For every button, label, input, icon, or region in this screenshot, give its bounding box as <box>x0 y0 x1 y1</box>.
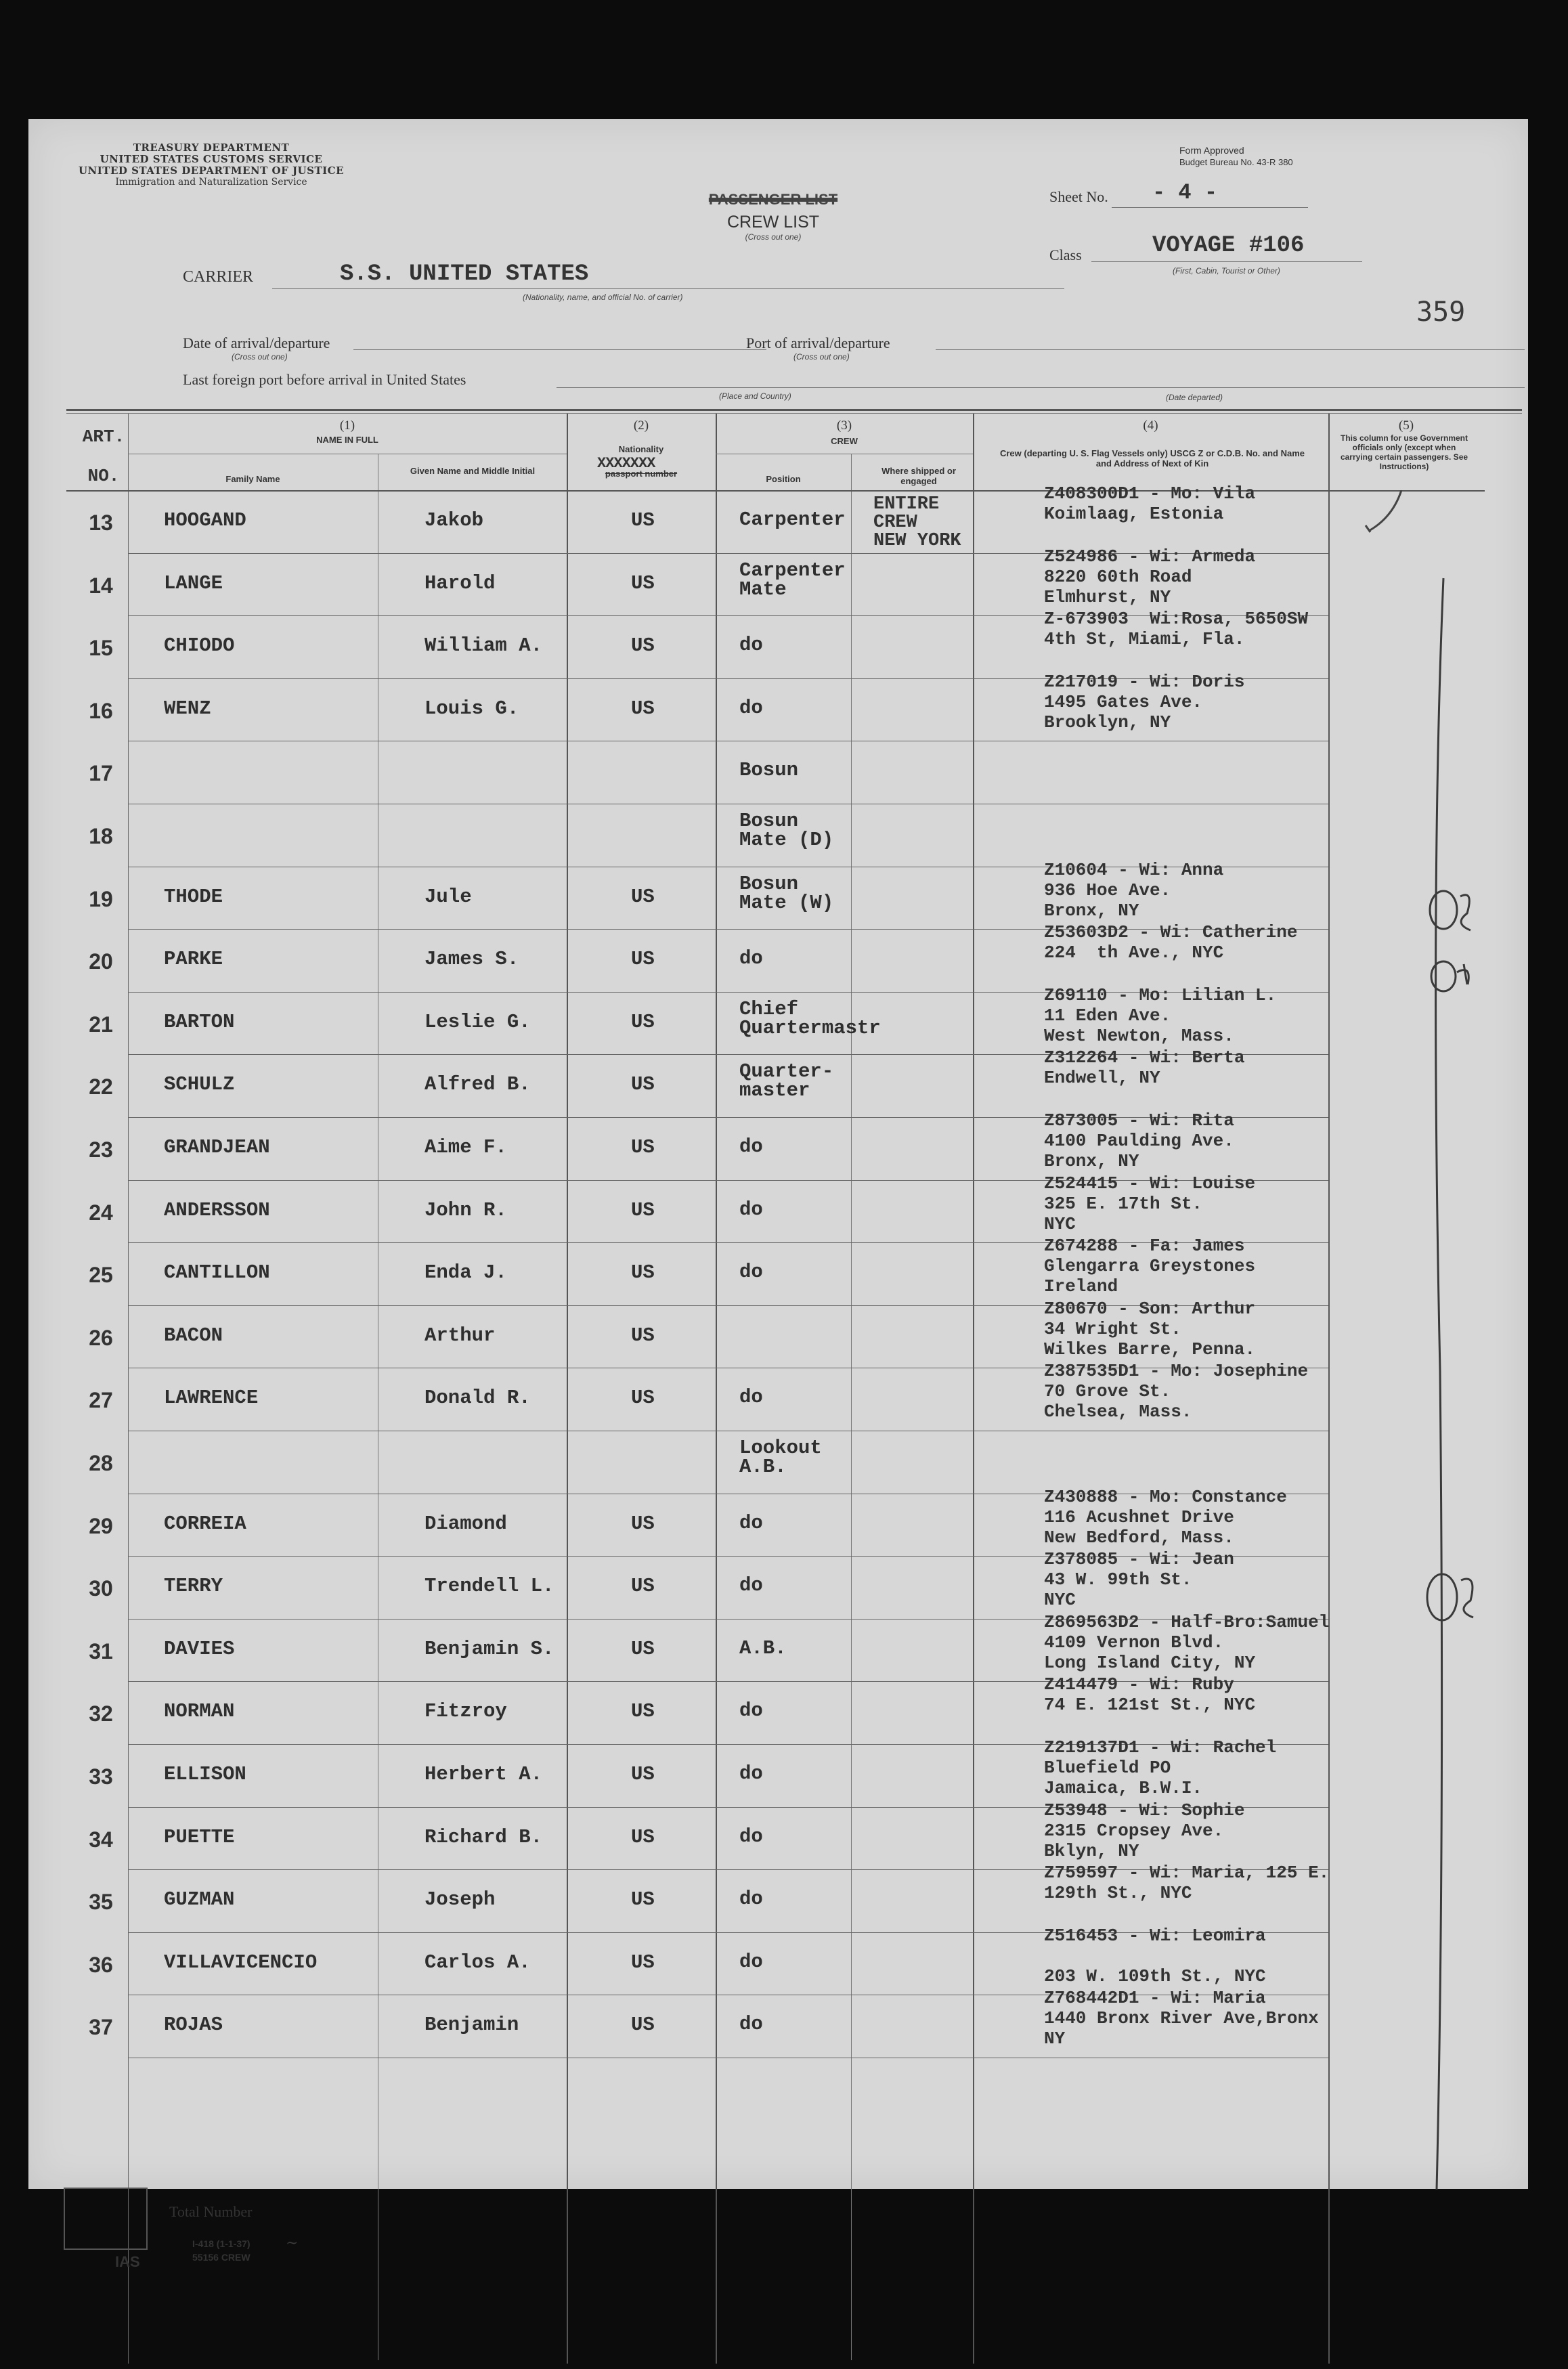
col1-title: NAME IN FULL <box>316 435 378 445</box>
row-number: 33 <box>89 1764 113 1789</box>
row-number: 21 <box>89 1012 113 1037</box>
row-number: 20 <box>89 949 113 974</box>
where-line: NEW YORK <box>873 531 961 551</box>
position: do <box>739 2013 763 2036</box>
row-number: 22 <box>89 1074 113 1100</box>
class-label: Class <box>1049 246 1082 263</box>
nationality: US <box>631 885 655 908</box>
agency-line: UNITED STATES CUSTOMS SERVICE <box>100 153 323 165</box>
agency-line: Immigration and Naturalization Service <box>115 177 307 188</box>
family-name: NORMAN <box>164 1700 235 1723</box>
passport-header: passport number <box>605 469 678 479</box>
sheet-value: - 4 - <box>1152 180 1218 205</box>
where-shipped-value <box>873 496 961 550</box>
nationality-header: Nationality <box>618 444 664 454</box>
row-number: 37 <box>89 2015 113 2040</box>
given-name: John R. <box>424 1198 507 1221</box>
row-number: 27 <box>89 1388 113 1413</box>
nationality: US <box>631 509 655 531</box>
nationality: US <box>631 1763 655 1785</box>
position: do <box>739 1762 763 1785</box>
nationality: US <box>631 1261 655 1284</box>
given-name: Trendell L. <box>424 1575 554 1598</box>
position: Bosun Mate (D) <box>739 810 834 851</box>
place-hint: (Place and Country) <box>719 391 791 401</box>
carrier-value: S.S. UNITED STATES <box>340 261 589 287</box>
nationality: US <box>631 1198 655 1221</box>
class-value: VOYAGE #106 <box>1152 233 1305 259</box>
col4-number: (4) <box>1143 418 1158 433</box>
row-number: 18 <box>89 824 113 848</box>
where-line: CREW <box>873 513 917 533</box>
col1-number: (1) <box>339 418 355 433</box>
row-number: 34 <box>89 1827 113 1852</box>
date-label: Date of arrival/departure <box>183 334 330 351</box>
row-number: 32 <box>89 1701 113 1726</box>
family-name: GUZMAN <box>164 1888 235 1911</box>
row-number: 19 <box>89 886 113 911</box>
given-name: Benjamin <box>424 2014 519 2037</box>
official-annotations <box>1328 490 1484 2196</box>
position: Bosun Mate (W) <box>739 872 834 914</box>
next-of-kin: Z408300D1 - Mo: Vila Koimlaag, Estonia <box>1044 483 1256 524</box>
art-label: ART. <box>82 427 125 447</box>
next-of-kin: Z217019 - Wi: Doris 1495 Gates Ave. Brooklyn, NY <box>1044 671 1245 733</box>
position: do <box>739 1888 763 1911</box>
position: do <box>739 1574 763 1597</box>
next-of-kin: Z10604 - Wi: Anna 936 Hoe Ave. Bronx, NY <box>1044 859 1224 921</box>
row-number: 31 <box>89 1638 113 1664</box>
family-name: WENZ <box>164 697 211 720</box>
position: do <box>739 1386 763 1409</box>
family-name: ROJAS <box>164 2014 223 2037</box>
sheet-label: Sheet No. <box>1049 188 1108 205</box>
row-number: 30 <box>89 1576 113 1601</box>
where-line: ENTIRE <box>873 494 940 515</box>
col5-number: (5) <box>1398 418 1414 433</box>
last-port-label: Last foreign port before arrival in United States <box>183 371 466 388</box>
agency-line: UNITED STATES DEPARTMENT OF JUSTICE <box>78 165 345 177</box>
given-name: Jakob <box>424 509 484 531</box>
row-number: 16 <box>89 698 113 723</box>
family-name: LANGE <box>164 571 223 594</box>
next-of-kin: Z69110 - Mo: Lilian L. 11 Eden Ave. West Newton, Mass. <box>1044 984 1277 1046</box>
family-name: ELLISON <box>164 1763 246 1785</box>
given-name: Benjamin S. <box>424 1637 554 1660</box>
passenger-list-title-crossed: PASSENGER LIST <box>708 191 838 208</box>
family-name: CANTILLON <box>164 1261 270 1284</box>
family-name: PARKE <box>164 948 223 971</box>
class-hint: (First, Cabin, Tourist or Other) <box>1173 266 1280 276</box>
nationality: US <box>631 1512 655 1535</box>
next-of-kin: Z387535D1 - Mo: Josephine 70 Grove St. Chelsea, Mass. <box>1044 1361 1309 1422</box>
nationality: US <box>631 1073 655 1096</box>
position: do <box>739 1825 763 1848</box>
next-of-kin: Z312264 - Wi: Berta Endwell, NY <box>1044 1047 1245 1089</box>
given-name: Enda J. <box>424 1261 507 1284</box>
agency-line: TREASURY DEPARTMENT <box>133 142 290 154</box>
agency-block <box>69 142 353 188</box>
family-name: ANDERSSON <box>164 1198 270 1221</box>
next-of-kin: Z-673903 Wi:Rosa, 5650SW 4th St, Miami, Fla. <box>1044 609 1309 650</box>
next-of-kin: Z53603D2 - Wi: Catherine 224 th Ave., NYC <box>1044 922 1298 963</box>
date-departed-hint: (Date departed) <box>1166 393 1223 402</box>
family-name: VILLAVICENCIO <box>164 1951 318 1974</box>
nationality: US <box>631 1637 655 1660</box>
col2-number: (2) <box>633 418 649 433</box>
nationality: US <box>631 948 655 971</box>
row-number: 13 <box>89 510 113 535</box>
row-number: 35 <box>89 1890 113 1915</box>
nationality: US <box>631 1575 655 1598</box>
where-shipped-header: Where shipped or engaged <box>881 466 956 486</box>
family-name-header: Family Name <box>225 474 280 484</box>
crew-list-title: CREW LIST <box>726 213 820 232</box>
next-of-kin: Z524415 - Wi: Louise 325 E. 17th St. NYC <box>1044 1173 1256 1234</box>
next-of-kin: Z80670 - Son: Arthur 34 Wright St. Wilkes Barre, Penna. <box>1044 1298 1256 1360</box>
family-name: BARTON <box>164 1010 235 1033</box>
given-name: Arthur <box>424 1324 496 1347</box>
position: do <box>739 1198 763 1221</box>
family-name: DAVIES <box>164 1637 235 1660</box>
col3-number: (3) <box>836 418 852 433</box>
next-of-kin: Z524986 - Wi: Armeda 8220 60th Road Elmhurst, NY <box>1044 546 1256 607</box>
given-name: Donald R. <box>424 1387 531 1410</box>
given-name: Carlos A. <box>424 1951 531 1974</box>
family-name: PUETTE <box>164 1825 235 1848</box>
row-number: 36 <box>89 1952 113 1977</box>
family-name: CORREIA <box>164 1512 246 1535</box>
family-name: GRANDJEAN <box>164 1136 270 1158</box>
no-label: NO. <box>87 466 120 486</box>
nationality: US <box>631 1136 655 1158</box>
position: Lookout A.B. <box>739 1437 822 1478</box>
nationality: US <box>631 1888 655 1911</box>
nationality: US <box>631 1825 655 1848</box>
given-name: Joseph <box>424 1888 496 1911</box>
nationality: US <box>631 1700 655 1723</box>
given-name: Diamond <box>424 1512 507 1535</box>
form-approved: Form Approved <box>1179 145 1244 156</box>
given-name: Louis G. <box>424 697 519 720</box>
carrier-label: CARRIER <box>183 268 254 286</box>
list-title-block <box>672 191 875 242</box>
given-name: Fitzroy <box>424 1700 507 1723</box>
next-of-kin: Z869563D2 - Half-Bro:Samuel 4109 Vernon Blvd. Long Island City, NY <box>1044 1611 1330 1673</box>
total-number-label: Total Number <box>169 2203 253 2220</box>
position: Carpenter <box>739 508 846 531</box>
crew-list-document <box>28 119 1528 2270</box>
family-name: CHIODO <box>164 634 235 657</box>
cross-out-hint: (Cross out one) <box>745 232 802 242</box>
next-of-kin: Z414479 - Wi: Ruby 74 E. 121st St., NYC <box>1044 1674 1256 1716</box>
position: do <box>739 1699 763 1722</box>
given-name: Jule <box>424 885 472 908</box>
crew-header: CREW <box>831 436 858 446</box>
row-number: 29 <box>89 1513 113 1538</box>
port-label: Port of arrival/departure <box>746 334 890 351</box>
next-of-kin: Z873005 - Wi: Rita 4100 Paulding Ave. Bronx, NY <box>1044 1110 1234 1171</box>
next-of-kin: Z516453 - Wi: Leomira 203 W. 109th St., NYC <box>1044 1925 1266 1986</box>
given-name: Leslie G. <box>424 1010 531 1033</box>
nationality: US <box>631 1951 655 1974</box>
position: Carpenter Mate <box>739 559 846 601</box>
row-number: 24 <box>89 1200 113 1225</box>
row-number: 14 <box>89 573 113 598</box>
family-name: SCHULZ <box>164 1073 235 1096</box>
nationality: US <box>631 1324 655 1347</box>
ias-mark: IAS <box>115 2253 140 2270</box>
total-number-box <box>64 2188 148 2250</box>
nationality-crossed: XXXXXXX <box>597 455 655 472</box>
given-name: Harold <box>424 571 496 594</box>
position: do <box>739 1511 763 1534</box>
next-of-kin: Z378085 - Wi: Jean 43 W. 99th St. NYC <box>1044 1549 1234 1611</box>
total-scribble: ~ <box>286 2235 299 2252</box>
family-name: TERRY <box>164 1575 223 1598</box>
nationality: US <box>631 1010 655 1033</box>
page-number: 359 <box>1416 297 1466 328</box>
nationality: US <box>631 1387 655 1410</box>
next-of-kin: Z759597 - Wi: Maria, 125 E. 129th St., NYC <box>1044 1863 1330 1904</box>
next-of-kin: Z430888 - Mo: Constance 116 Acushnet Drive New Bedford, Mass. <box>1044 1486 1287 1548</box>
next-of-kin: Z768442D1 - Wi: Maria 1440 Bronx River Ave,Bronx NY <box>1044 1988 1319 2049</box>
family-name: HOOGAND <box>164 509 246 531</box>
position: do <box>739 1261 763 1284</box>
position: do <box>739 634 763 657</box>
budget-bureau: Budget Bureau No. 43-R 380 <box>1179 157 1293 167</box>
family-name: LAWRENCE <box>164 1387 259 1410</box>
position: Bosun <box>739 759 799 782</box>
row-number: 25 <box>89 1263 113 1288</box>
position-header: Position <box>766 474 801 484</box>
position: do <box>739 1950 763 1973</box>
given-name: William A. <box>424 634 543 657</box>
form-code: 55156 CREW <box>192 2252 251 2263</box>
family-name: THODE <box>164 885 223 908</box>
government-use-header: This column for use Government officials only (except when carrying certain passengers. See Instructions) <box>1340 433 1468 471</box>
row-number: 26 <box>89 1325 113 1350</box>
position: A.B. <box>739 1636 787 1659</box>
given-name: Alfred B. <box>424 1073 531 1096</box>
given-name: Richard B. <box>424 1825 543 1848</box>
port-hint: (Cross out one) <box>793 352 850 362</box>
nationality: US <box>631 697 655 720</box>
given-name: Herbert A. <box>424 1763 543 1785</box>
given-name: James S. <box>424 948 519 971</box>
row-number: 28 <box>89 1451 113 1475</box>
position: do <box>739 696 763 719</box>
nationality: US <box>631 634 655 657</box>
row-number: 23 <box>89 1137 113 1162</box>
row-number: 17 <box>89 761 113 786</box>
next-of-kin-header: Crew (departing U. S. Flag Vessels only) USCG Z or C.D.B. No. and Name and Address of Next of Kin <box>999 448 1305 469</box>
row-number: 15 <box>89 636 113 661</box>
nationality: US <box>631 2014 655 2037</box>
next-of-kin: Z219137D1 - Wi: Rachel Bluefield PO Jamaica, B.W.I. <box>1044 1737 1277 1798</box>
carrier-hint: (Nationality, name, and official No. of carrier) <box>523 292 683 302</box>
given-name-header: Given Name and Middle Initial <box>410 466 536 476</box>
next-of-kin: Z674288 - Fa: James Glengarra Greystones Ireland <box>1044 1236 1256 1297</box>
nationality: US <box>631 571 655 594</box>
date-hint: (Cross out one) <box>232 352 288 362</box>
family-name: BACON <box>164 1324 223 1347</box>
position: do <box>739 947 763 970</box>
position: do <box>739 1135 763 1158</box>
next-of-kin: Z53948 - Wi: Sophie 2315 Cropsey Ave. Bklyn, NY <box>1044 1800 1245 1861</box>
position: Quarter- master <box>739 1060 834 1102</box>
form-number: I-418 (1-1-37) <box>192 2238 251 2249</box>
given-name: Aime F. <box>424 1136 507 1158</box>
position: Chief Quartermastr <box>739 997 881 1039</box>
